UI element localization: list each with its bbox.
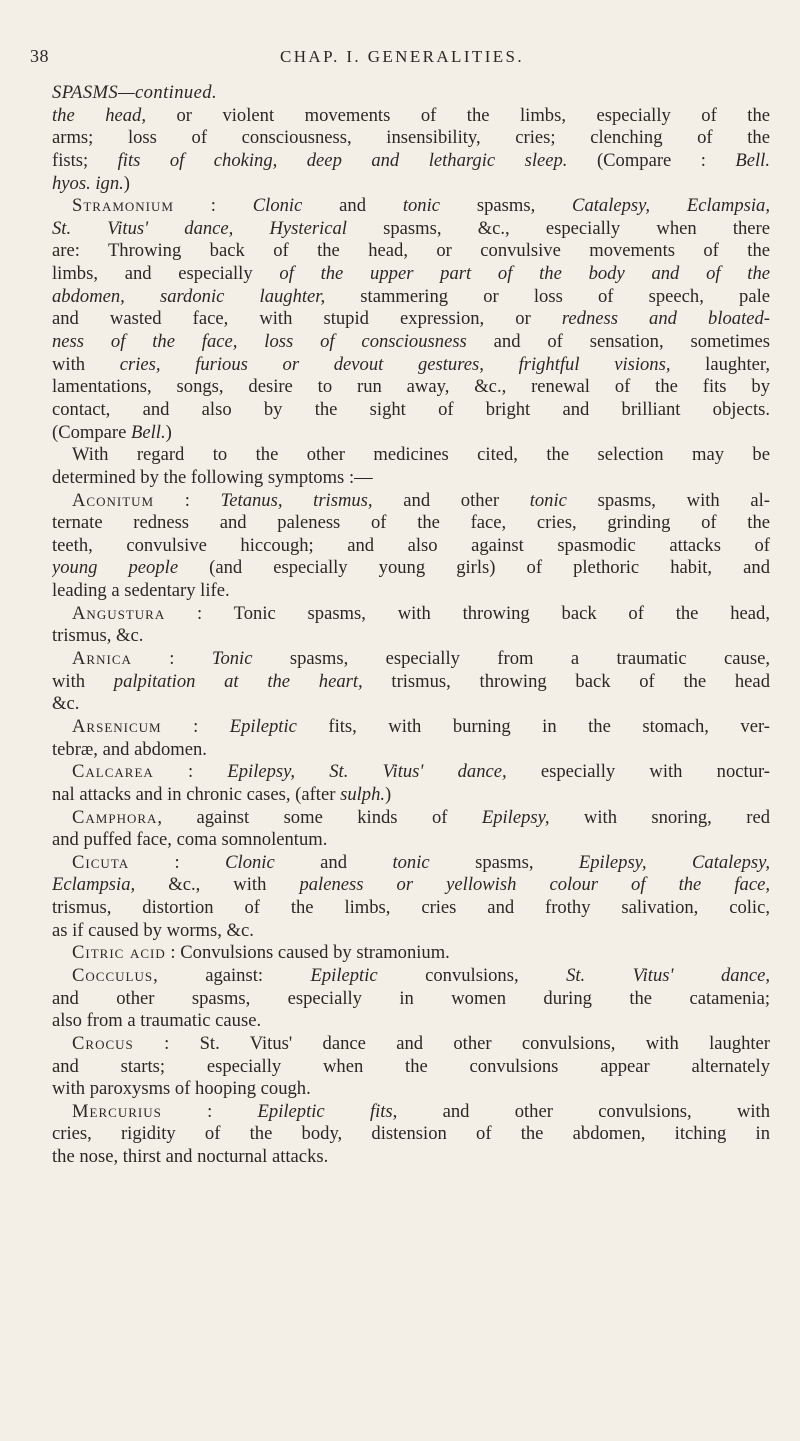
text-line	[52, 354, 770, 377]
remedy-name: Cicuta	[72, 851, 130, 873]
italic-text: Tonic	[211, 648, 253, 670]
italic-text: Tetanus, trismus,	[220, 489, 373, 511]
text-run: with paroxysms of hooping cough.	[52, 1078, 311, 1100]
text-run: (and especially young girls) of plethoric habit, and	[178, 557, 770, 579]
italic-text: paleness or yellowish colour of the face,	[299, 874, 770, 896]
text-run: also from a traumatic cause.	[52, 1010, 262, 1032]
text-run: and	[274, 851, 393, 873]
text-run: :	[153, 761, 228, 783]
italic-text: tonic	[529, 489, 567, 511]
text-run: )	[123, 172, 130, 194]
text-line	[52, 263, 770, 286]
text-line	[52, 897, 770, 920]
text-run: &c.	[52, 693, 80, 715]
text-line	[52, 671, 770, 694]
text-run: and other spasms, especially in women during the catamenia;	[52, 987, 770, 1009]
text-line	[52, 105, 770, 128]
italic-text: cries, furious or devout gestures, frightful visions,	[119, 353, 671, 375]
text-line	[52, 1101, 770, 1124]
text-run: with snoring, red	[549, 806, 770, 828]
text-run: fits, with burning in the stomach, ver-	[296, 715, 770, 737]
text-run: : Convulsions caused by stramonium.	[165, 942, 450, 964]
italic-text: ness of the face, loss of consciousness	[52, 331, 467, 353]
text-run: spasms, with al-	[566, 489, 770, 511]
text-line	[52, 988, 770, 1011]
text-line	[52, 625, 770, 648]
text-run: especially with noctur-	[506, 761, 770, 783]
text-run: )	[385, 783, 392, 805]
text-line	[52, 648, 770, 671]
text-run: :	[161, 715, 230, 737]
italic-text: young people	[52, 557, 179, 579]
italic-text: Epilepsy, St. Vitus' dance,	[227, 761, 507, 783]
text-line	[52, 512, 770, 535]
text-line	[52, 286, 770, 309]
text-run: contact, and also by the sight of bright and brilliant objects.	[52, 398, 770, 420]
text-run: lamentations, songs, desire to run away, &c., renewal of the fits by	[52, 376, 770, 398]
italic-text: abdomen, sardonic laughter,	[52, 285, 326, 307]
italic-text: Clonic	[225, 851, 275, 873]
remedy-name: Citric acid	[72, 942, 166, 964]
text-run: are: Throwing back of the head, or convulsive movements of the	[52, 240, 770, 262]
text-run: )	[165, 421, 172, 443]
text-run: and other convulsions, with	[397, 1100, 770, 1122]
text-line	[52, 127, 770, 150]
text-line	[52, 376, 770, 399]
text-line	[52, 535, 770, 558]
remedy-name: Aconitum	[72, 489, 155, 511]
italic-text: Clonic	[252, 195, 303, 217]
italic-text: tonic	[402, 195, 441, 217]
text-run: spasms, &c., especially when there	[346, 217, 770, 239]
italic-text: St. Vitus' dance,	[566, 964, 770, 986]
text-run: , against some kinds of	[157, 806, 482, 828]
text-line	[52, 467, 770, 490]
italic-text: Bell.	[131, 421, 166, 443]
italic-text: St. Vitus' dance, Hysterical	[52, 217, 347, 239]
text-run: spasms,	[429, 851, 579, 873]
text-run: trismus, &c.	[52, 625, 144, 647]
italic-text: Epileptic	[310, 964, 378, 986]
text-line	[52, 218, 770, 241]
text-line	[52, 1123, 770, 1146]
text-run: leading a sedentary life.	[52, 580, 230, 602]
text-run: limbs, and especially	[52, 263, 280, 285]
italic-text: of the upper part of the body and of the	[279, 263, 770, 285]
text-run: with	[52, 353, 120, 375]
text-run: and starts; especially when the convulsions appear alternately	[52, 1055, 770, 1077]
text-run: ternate redness and paleness of the face, cries, grinding of the	[52, 512, 770, 534]
text-run: and other	[372, 489, 530, 511]
text-run: , against:	[153, 964, 311, 986]
text-run: (Compare :	[567, 149, 736, 171]
remedy-name: Angustura	[72, 602, 166, 624]
text-run: cries, rigidity of the body, distension of the abdomen, itching in	[52, 1123, 770, 1145]
text-line	[52, 490, 770, 513]
text-run: as if caused by worms, &c.	[52, 919, 254, 941]
text-line	[52, 603, 770, 626]
text-run: determined by the following symptoms :—	[52, 466, 373, 488]
italic-text: hyos. ign.	[52, 172, 124, 194]
text-line	[52, 852, 770, 875]
text-line	[52, 1146, 770, 1169]
text-run: and puffed face, coma somnolentum.	[52, 829, 328, 851]
text-run: &c., with	[135, 874, 300, 896]
text-run: or violent movements of the limbs, especially of the	[146, 104, 770, 126]
text-line	[52, 807, 770, 830]
italic-text: Epilepsy,	[481, 806, 550, 828]
text-line	[52, 739, 770, 762]
remedy-name: Calcarea	[72, 761, 154, 783]
running-head	[0, 46, 800, 76]
text-line	[52, 784, 770, 807]
text-line	[52, 308, 770, 331]
text-run: spasms,	[440, 195, 573, 217]
text-line	[52, 240, 770, 263]
text-line	[52, 580, 770, 603]
remedy-name: Stramonium	[72, 195, 174, 217]
text-run: trismus, distortion of the limbs, cries and frothy salivation, colic,	[52, 897, 770, 919]
text-run: :	[131, 648, 212, 670]
text-run: tebræ, and abdomen.	[52, 738, 207, 760]
text-line	[52, 422, 770, 445]
italic-text: the head,	[52, 104, 146, 126]
text-run: the nose, thirst and nocturnal attacks.	[52, 1146, 329, 1168]
text-line	[52, 1033, 770, 1056]
remedy-name: Mercurius	[72, 1100, 162, 1122]
text-line	[52, 1010, 770, 1033]
text-run: :	[161, 1100, 258, 1122]
italic-text: Epileptic	[229, 715, 297, 737]
text-line	[52, 942, 770, 965]
text-run: arms; loss of consciousness, insensibility, cries; clenching of the	[52, 127, 770, 149]
italic-text: redness and bloated-	[561, 308, 770, 330]
text-run: teeth, convulsive hiccough; and also against spasmodic attacks of	[52, 534, 770, 556]
text-line	[52, 1056, 770, 1079]
remedy-name: Arnica	[72, 648, 132, 670]
text-line	[52, 444, 770, 467]
text-run: and of sensation, sometimes	[466, 331, 770, 353]
remedy-name: Crocus	[72, 1032, 134, 1054]
text-line	[52, 965, 770, 988]
remedy-name: Camphora	[72, 806, 158, 828]
text-line	[52, 195, 770, 218]
text-run: fists;	[52, 149, 118, 171]
italic-text: sulph.	[340, 783, 386, 805]
text-line	[52, 829, 770, 852]
italic-text: palpitation at the heart,	[113, 670, 363, 692]
chapter-title: CHAP. I. GENERALITIES.	[280, 47, 525, 66]
text-run: nal attacks and in chronic cases, (after	[52, 783, 341, 805]
text-line	[52, 399, 770, 422]
text-line	[52, 874, 770, 897]
text-line	[52, 1078, 770, 1101]
text-run: :	[173, 195, 253, 217]
text-run: : Tonic spasms, with throwing back of the head,	[165, 602, 770, 624]
text-line	[52, 331, 770, 354]
italic-text: tonic	[392, 851, 430, 873]
text-run: spasms, especially from a traumatic cause,	[252, 648, 770, 670]
italic-text: Catalepsy, Eclampsia,	[572, 195, 770, 217]
text-run: and wasted face, with stupid expression, or	[52, 308, 562, 330]
text-run: :	[129, 851, 226, 873]
page-number: 38	[30, 46, 49, 66]
text-line	[52, 557, 770, 580]
section-heading	[52, 82, 770, 105]
italic-text: SPASMS—continued.	[52, 82, 218, 103]
text-line	[52, 761, 770, 784]
italic-text: fits of choking, deep and lethargic sleep.	[117, 149, 568, 171]
text-run: convulsions,	[377, 964, 567, 986]
remedy-name: Cocculus	[72, 964, 154, 986]
italic-text: Epileptic fits,	[257, 1100, 398, 1122]
text-run: : St. Vitus' dance and other convulsions, with laughter	[133, 1032, 770, 1054]
text-line	[52, 173, 770, 196]
text-run: With regard to the other medicines cited, the selection may be	[72, 444, 770, 466]
text-run: with	[52, 670, 114, 692]
italic-text: Bell.	[735, 149, 770, 171]
text-line	[52, 716, 770, 739]
text-line	[52, 693, 770, 716]
italic-text: Epilepsy, Catalepsy,	[578, 851, 770, 873]
text-line	[52, 920, 770, 943]
text-run: :	[154, 489, 221, 511]
text-run: stammering or loss of speech, pale	[325, 285, 770, 307]
body-text	[52, 82, 770, 1169]
italic-text: Eclampsia,	[52, 874, 136, 896]
text-run: (Compare	[52, 421, 131, 443]
text-run: trismus, throwing back of the head	[362, 670, 770, 692]
remedy-name: Arsenicum	[72, 715, 162, 737]
text-run: laughter,	[670, 353, 770, 375]
text-run: and	[302, 195, 403, 217]
text-line	[52, 150, 770, 173]
